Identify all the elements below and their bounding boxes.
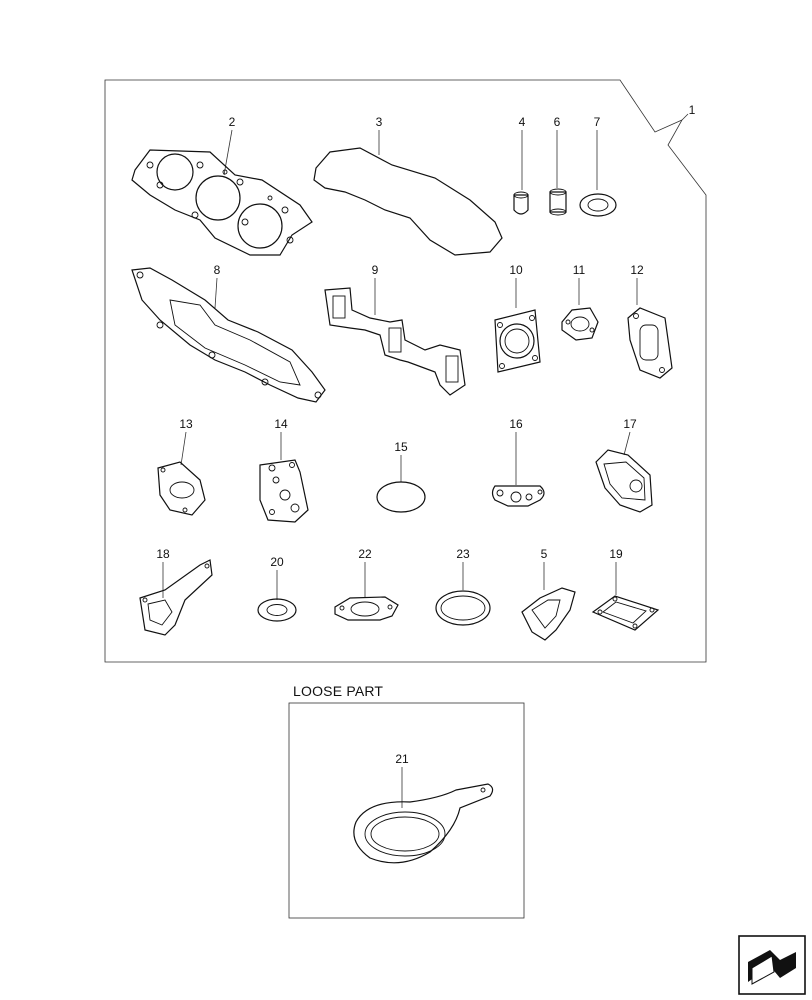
part-22-gasket: [335, 597, 398, 620]
part-18-gasket: [140, 560, 212, 635]
callout-6: 6: [553, 115, 561, 129]
next-page-arrow-icon[interactable]: [739, 936, 805, 994]
part-17-gasket: [596, 450, 652, 512]
part-21-ring-tool: [354, 784, 493, 863]
loose-part-title: LOOSE PART: [293, 683, 384, 699]
part-7-seal-ring: [580, 194, 616, 216]
callout-19: 19: [609, 547, 623, 561]
callout-14: 14: [274, 417, 288, 431]
leader-lines: [163, 130, 637, 808]
part-5-gasket: [522, 588, 575, 640]
part-20-seal-ring: [258, 599, 296, 621]
part-15-o-ring: [377, 482, 425, 512]
callout-17: 17: [623, 417, 637, 431]
part-9-manifold-gasket: [325, 288, 465, 395]
part-4-seal: [514, 192, 528, 214]
callout-11: 11: [572, 263, 586, 277]
part-11-gasket: [562, 308, 598, 340]
callout-22: 22: [358, 547, 372, 561]
part-14-gasket: [260, 460, 308, 522]
callout-18: 18: [156, 547, 170, 561]
part-3-cover-gasket: [314, 148, 502, 255]
part-13-gasket: [158, 462, 205, 515]
callout-16: 16: [509, 417, 523, 431]
callout-3: 3: [375, 115, 383, 129]
callout-7: 7: [593, 115, 601, 129]
part-23-ring-gasket: [436, 591, 490, 625]
part-19-gasket: [593, 596, 658, 630]
callout-1: 1: [688, 103, 696, 117]
callout-9: 9: [371, 263, 379, 277]
part-8-manifold-gasket: [132, 268, 325, 402]
callout-8: 8: [213, 263, 221, 277]
callout-2: 2: [228, 115, 236, 129]
callout-4: 4: [518, 115, 526, 129]
callout-21: 21: [395, 752, 409, 766]
callout-15: 15: [394, 440, 408, 454]
callout-20: 20: [270, 555, 284, 569]
part-6-bushing: [550, 189, 566, 215]
part-16-gasket: [493, 486, 545, 506]
part-2-head-gasket: [132, 150, 312, 255]
callout-23: 23: [456, 547, 470, 561]
loose-part-frame: [289, 703, 524, 918]
callout-10: 10: [509, 263, 523, 277]
callout-12: 12: [630, 263, 644, 277]
part-12-gasket: [628, 308, 672, 378]
callout-13: 13: [179, 417, 193, 431]
part-10-gasket: [495, 310, 540, 372]
callout-5: 5: [540, 547, 548, 561]
